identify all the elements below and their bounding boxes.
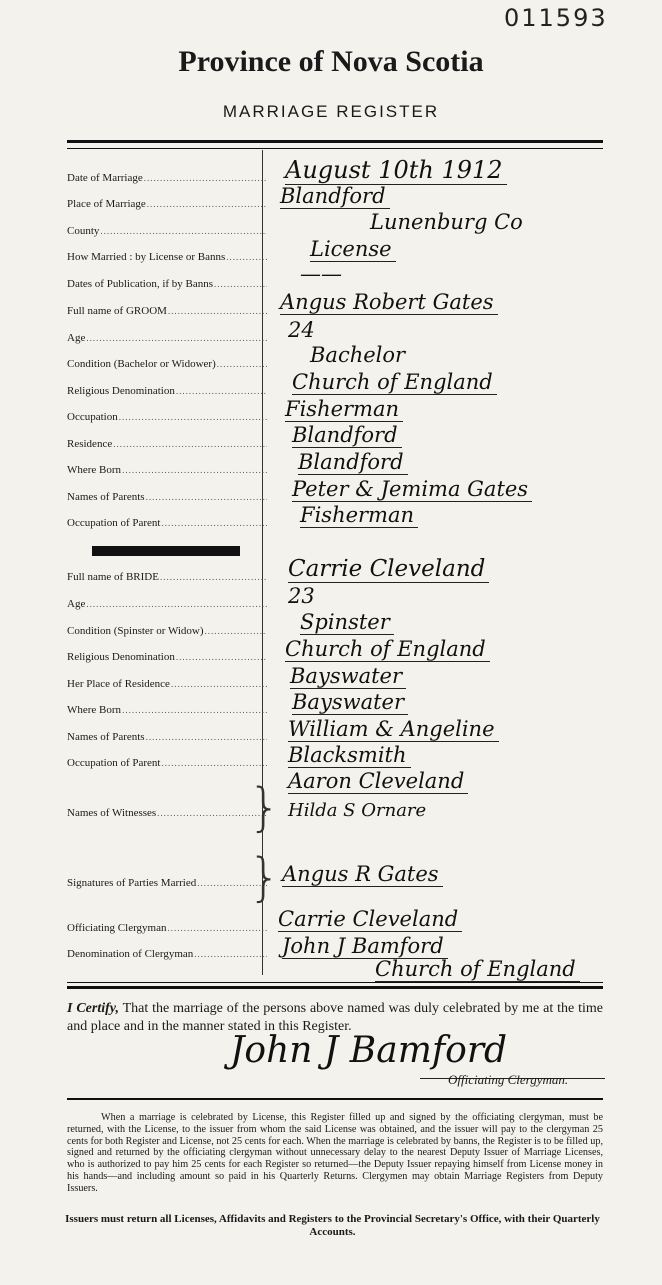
label-groom-occupation: Occupation .....: [67, 411, 267, 423]
value-groom-parents: Peter & Jemima Gates: [292, 477, 532, 502]
instructions-note: When a marriage is celebrated by License, this Register filled up and signed by the officiating clergyman, must be returned, with the License, to the issuer from whom the said License was obtained, and the issuer will pay to the clergyman 25 cents for both Register and License, not 25 cents for each. When the marriage is celebrated by banns, the Register is to be filled up, signed and returned by the officiating clergyman without unnecessary delay to the nearest Deputy Issuer of Marriage Licenses, who is authorized to pay him 25 cents for each Register so returned—the Deputy Issuer repaying himself from License money in his hands—and including amount so paid in his Quarterly Returns. Clergymen may obtain Marriage Registers from Deputy Issuers.: [67, 1112, 603, 1194]
signature-caption: Officiating Clergyman.: [448, 1072, 569, 1087]
label-bride-where-born: Where Born .....: [67, 704, 267, 716]
clergyman-signature: John J Bamford: [230, 1030, 508, 1071]
value-signature-groom: Angus R Gates: [282, 862, 443, 887]
value-groom-age: 24: [288, 318, 315, 342]
label-bride-parents: Names of Parents .....: [67, 731, 267, 743]
value-groom-residence: Blandford: [292, 423, 402, 448]
label-bride-age: Age .....: [67, 598, 267, 610]
label-groom-parent-occupation: Occupation of Parent .....: [67, 517, 267, 529]
value-groom-where-born: Blandford: [298, 450, 408, 475]
label-groom-where-born: Where Born .....: [67, 464, 267, 476]
value-groom-religion: Church of England: [292, 370, 497, 395]
label-groom-residence: Residence .....: [67, 438, 267, 450]
note-rule: [67, 1098, 603, 1100]
value-place-of-marriage: Blandford: [280, 184, 390, 209]
label-witnesses: Names of Witnesses .....: [67, 807, 267, 819]
label-clergyman-denomination: Denomination of Clergyman .....: [67, 948, 267, 960]
value-bride-residence: Bayswater: [290, 664, 406, 689]
signatures-brace: }: [248, 848, 282, 908]
page-title: Province of Nova Scotia: [178, 45, 484, 78]
section-separator-bar: [92, 546, 240, 556]
label-bride-residence: Her Place of Residence .....: [67, 678, 267, 690]
witnesses-brace: }: [248, 778, 282, 838]
value-bride-parents: William & Angeline: [288, 717, 499, 742]
footer-instruction: Issuers must return all Licenses, Affidavits and Registers to the Provincial Secretary's Office, with their Quarterly Accounts.: [65, 1213, 600, 1238]
top-rule-thin: [67, 148, 603, 149]
value-county: Lunenburg Co: [370, 210, 523, 234]
label-bride-parent-occupation: Occupation of Parent .....: [67, 757, 267, 769]
value-groom-name: Angus Robert Gates: [280, 290, 498, 315]
value-signature-bride: Carrie Cleveland: [278, 907, 462, 932]
bottom-rule-thin: [67, 982, 603, 983]
serial-number: 011593: [504, 4, 608, 32]
label-signatures: Signatures of Parties Married .....: [67, 877, 267, 889]
label-date-of-marriage: Date of Marriage .....: [67, 172, 267, 184]
value-date-of-marriage: August 10th 1912: [285, 156, 507, 185]
value-bride-where-born: Bayswater: [292, 690, 408, 715]
certify-lead: I Certify,: [67, 1001, 119, 1016]
value-witness-2: Hilda S Ornare: [288, 800, 427, 821]
page-subtitle: MARRIAGE REGISTER: [222, 102, 440, 121]
label-bride-condition: Condition (Spinster or Widow) .....: [67, 625, 267, 637]
top-rule-thick: [67, 140, 603, 143]
value-groom-parent-occupation: Fisherman: [300, 503, 418, 528]
label-dates-of-publication: Dates of Publication, if by Banns .....: [67, 278, 267, 290]
label-groom-parents: Names of Parents .....: [67, 491, 267, 503]
value-groom-occupation: Fisherman: [285, 397, 403, 422]
label-county: County .....: [67, 225, 267, 237]
value-clergyman-name: John J Bamford: [282, 934, 448, 959]
certify-text: That the marriage of the persons above named was duly celebrated by me at the time and place and in the manner stated in this Register.: [67, 1001, 603, 1034]
value-bride-condition: Spinster: [300, 610, 394, 635]
value-groom-condition: Bachelor: [310, 343, 406, 367]
label-groom-condition: Condition (Bachelor or Widower) .....: [67, 358, 267, 370]
label-place-of-marriage: Place of Marriage .....: [67, 198, 267, 210]
label-bride-name: Full name of BRIDE .....: [67, 571, 267, 583]
value-bride-age: 23: [288, 584, 315, 608]
label-officiating-clergyman: Officiating Clergyman .....: [67, 922, 267, 934]
label-groom-age: Age .....: [67, 332, 267, 344]
value-dates-of-publication: ——: [300, 262, 342, 286]
label-groom-name: Full name of GROOM .....: [67, 305, 267, 317]
bottom-rule-thick: [67, 986, 603, 989]
value-witness-1: Aaron Cleveland: [288, 769, 468, 794]
label-how-married: How Married : by License or Banns .....: [67, 251, 267, 263]
value-clergyman-denomination: Church of England: [375, 957, 580, 982]
value-bride-parent-occupation: Blacksmith: [288, 743, 411, 768]
label-bride-religion: Religious Denomination .....: [67, 651, 267, 663]
value-how-married: License: [310, 237, 396, 262]
value-bride-name: Carrie Cleveland: [288, 556, 489, 583]
value-bride-religion: Church of England: [285, 637, 490, 662]
label-groom-religion: Religious Denomination .....: [67, 385, 267, 397]
